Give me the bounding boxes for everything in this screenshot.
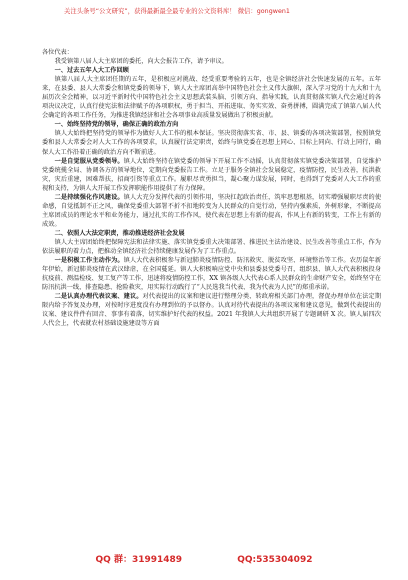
body-paragraph: 镇第八届人大主席团任期的五年，是积极应对挑战、经受重要考验的五年，也是全镇经济社会快速发展的五年。五年来，在县委、县人大常委会和镇党委的领导下，镇人大主席团高举中国特色社会主义伟大旗帜，深入学习党的十九大和十九届历次全会精神，以习近平新时代中国特色社会主义思想武装头脑、引领方向、指导实践，认真贯彻落实镇人代会通过的各项决议决定，认真行使宪法和法律赋予的各项职权，勇于担当、开拓进取、务实实效、奋勇拼搏，圆满完成了镇第八届人代会确定的各项工作任务，为推进我镇经济和社会各项事业高质量发展做出了积极贡献。 — [42, 76, 381, 120]
paragraph-lead: 二是认真办理代表议案、建议。 — [54, 293, 143, 301]
body-paragraph: 镇人大始终把坚持党的领导作为做好人大工作的根本保证。坚决贯彻落实省、市、县、镇委的各项决策部署，按照镇党委和县人大常委会对人大工作的各项要求，认真履行法定职责，始终与镇党委在思想上同心、目标上同向、行动上同行，确保人大工作沿着正确的政治方向不断前进。 — [42, 130, 381, 156]
paragraph-lead: 一是自觉服从党委领导。 — [54, 157, 124, 165]
qq-number: QQ:535304092 — [237, 555, 313, 565]
contact-footer — [0, 552, 408, 565]
qq-group-number: QQ 群：31991489 — [95, 555, 183, 565]
subsection-heading: 一、始终坚持党的领导，确保正确的政治方向 — [54, 121, 179, 129]
paragraph-text: 镇人大充分发挥代表的引领作用，坚决扛起政治责任，筑牢思想根基，切实增强履职尽责的使命感，自觉抵制不正之风，确保党委重大部署不折不扣地转变为人民群众的自觉行动，坚持内强素质，外树形象，不断提高主席团成员的理论水平和业务能力，通过扎实的工作作风，使代表在思想上有新的提高，作风上有新的转变，工作上有新的成效。 — [42, 193, 382, 228]
body-paragraph — [42, 292, 381, 328]
body-paragraph — [42, 256, 381, 292]
body-paragraph — [42, 157, 381, 193]
subsection-heading: 二、依照人大法定职责，推动推进经济社会发展 — [54, 229, 185, 237]
promo-banner: 关注头条号“公文研究”，获得最新最全最专业的公文资料库！ 微信：gongwen1 — [64, 8, 290, 15]
paragraph-lead: 一是积极工作主动作为。 — [54, 257, 124, 265]
body-paragraph — [42, 193, 381, 229]
intro-paragraph: 我受镇第八届人大主席团的委托，向大会报告工作，请予审议。 — [54, 58, 228, 66]
paragraph-text: 镇人大始终坚持在镇党委的领导下开展工作不动摇，认真贯彻落实镇党委决策部署，自觉维护党委统揽全局、协调各方的领导地位，定期向党委报告工作。立足于服务全镇社会发展稳定，疫情防控，民生改善，抗洪救灾，灾后重建，困难帮扶，招商引资等重点工作。履职尽责勇担当，凝心聚力谋发展，同时，也得到了党委对人大工作的重视和支持，为镇人大开展工作发挥职能作用提供了有力保障。 — [42, 157, 382, 192]
paragraph-lead: 二是持续强化作风建设。 — [54, 193, 124, 201]
paragraph-text: 镇人大代表积极参与新冠肺炎疫情防控、防汛救灾、脱贫攻坚、环境整治等工作。农历鼠年新年伊始，新冠肺炎疫情在武汉肆虐，在全国蔓延。镇人大积极响应党中央和县委县党委号召，组织县、镇人大代表积极投身抗疫前、测温检疫、复工复产等工作，迅速将疫情防控工作，XX 镇各级人大代表心系人民群众的生命财产安全，始终坚守在防汛抗洪一线，排查隐患、抢险救灾，用实际行动践行了“人民选我当代表、我为代表为人民”的郑重承诺。 — [42, 257, 382, 292]
body-paragraph: 镇人大主席团始终把保障宪法和法律实施、落实镇党委重大决策部署、推进民主法治建设、民生改善等重点工作，作为依法履职的着力点，把推动全镇经济社会持续健康发展作为了工作重点。 — [42, 238, 381, 256]
salutation: 各位代表： — [42, 49, 73, 56]
document-body — [42, 48, 381, 328]
section-heading: 一、过去五年人大工作回顾 — [54, 67, 129, 75]
paragraph-text: 对代表提出的议案和建议进行整理分类、转政府相关部门办理，督促办理单位在法定期限内给予答复及办理，对按时序进度没有办理到位的予以督办。认真对待代表提出的各项议案和建议意见，做到代表提出的议案、建议件件有回音、事事有着落，切实维护好代表的权益。2021 年我镇人大共组织开展了专题调研 X 次。镇人届四次人代会上，代表就农村基础设施建设等方面 — [42, 293, 382, 328]
